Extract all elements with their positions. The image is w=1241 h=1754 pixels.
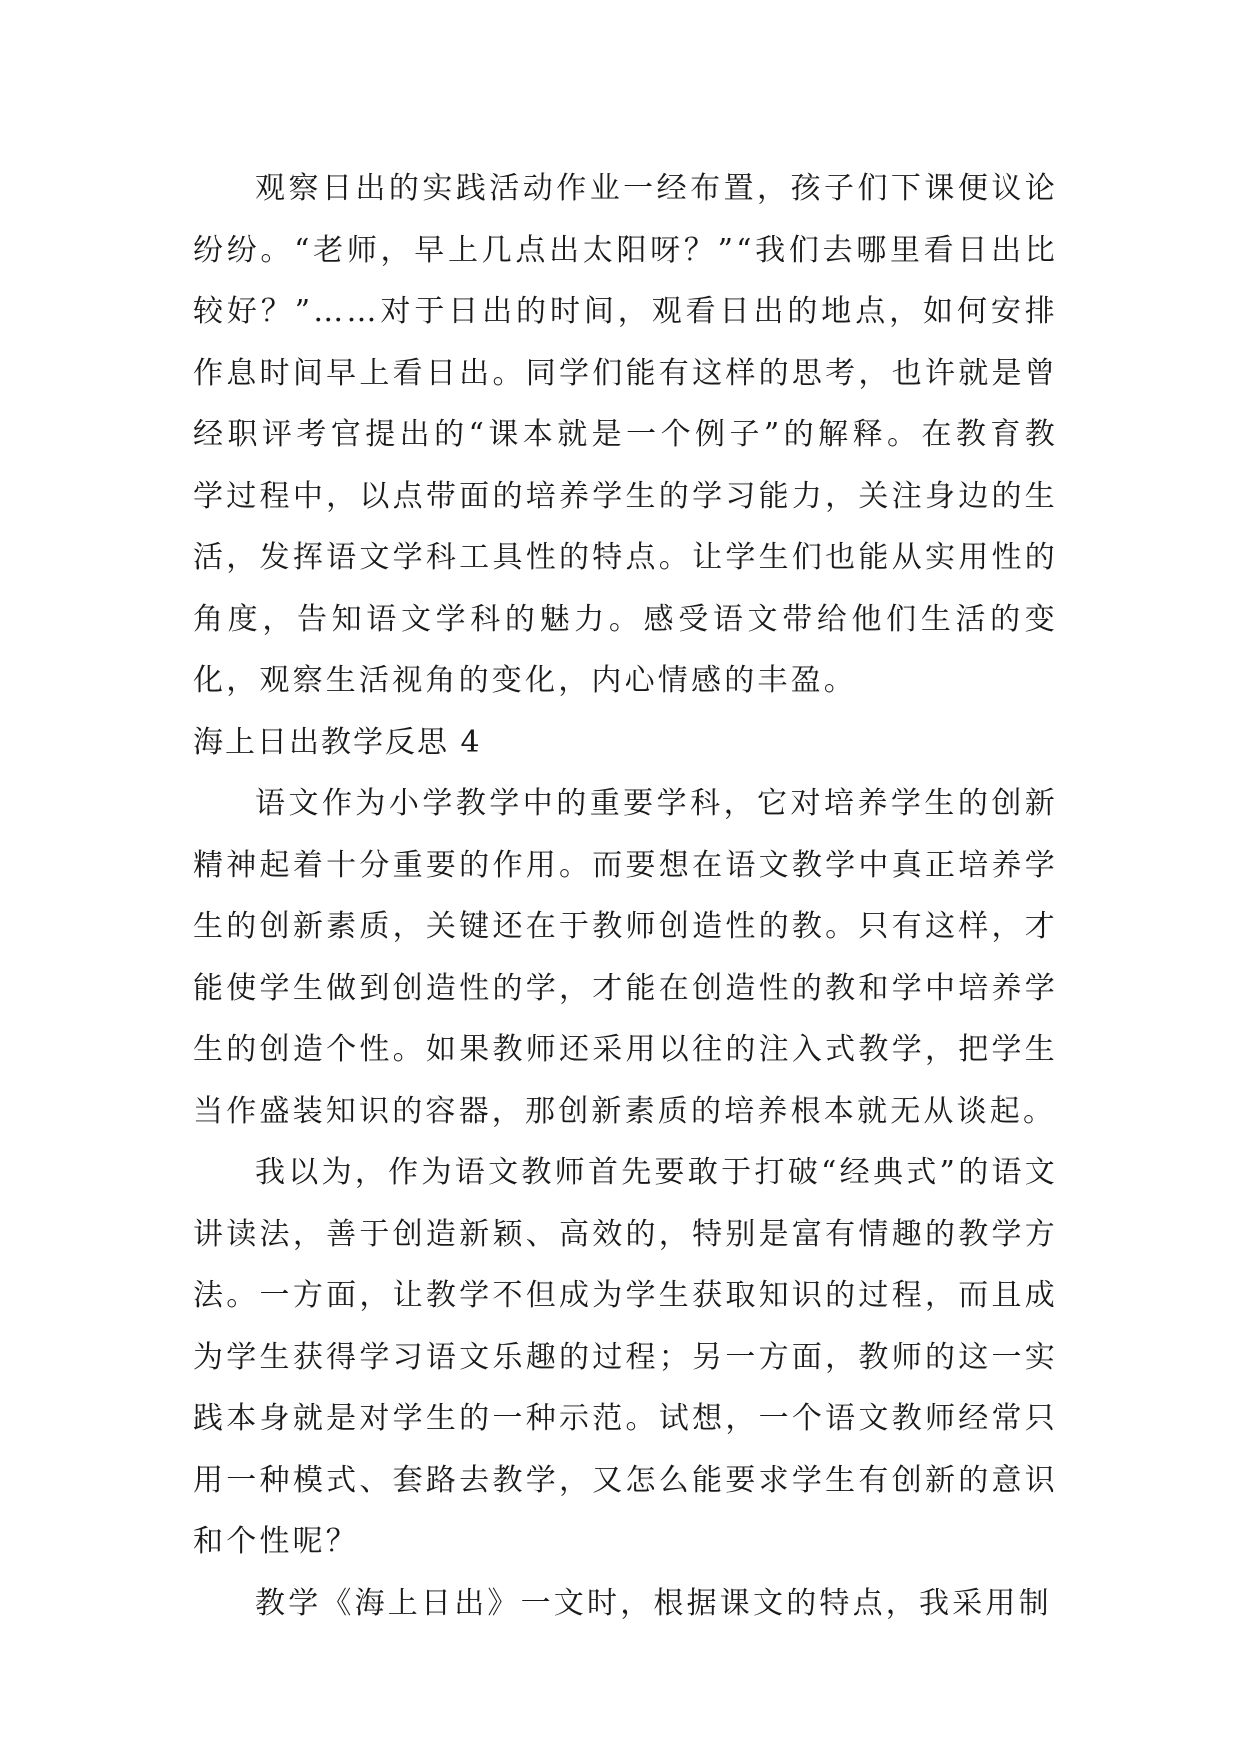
document-body	[193, 158, 1058, 1634]
paragraph-lesson-intro: 教学《海上日出》一文时，根据课文的特点，我采用制	[255, 1585, 1052, 1621]
paragraph-teaching-method: 我以为，作为语文教师首先要敢于打破“经典式”的语文讲读法，善于创造新颖、高效的，特别是富有情趣的教学方法。一方面，让教学不但成为学生获取知识的过程，而且成为学生获得学习语文乐趣的过程；另一方面，教师的这一实践本身就是对学生的一种示范。试想，一个语文教师经常只用一种模式、套路去教学，又怎么能要求学生有创新的意识和个性呢？	[193, 1155, 1058, 1559]
section-heading: 海上日出教学反思 4	[193, 724, 482, 760]
paragraph-chinese-subject: 语文作为小学教学中的重要学科，它对培养学生的创新精神起着十分重要的作用。而要想在语文教学中真正培养学生的创新素质，关键还在于教师创造性的教。只有这样，才能使学生做到创造性的学，才能在创造性的教和学中培养学生的创造个性。如果教师还采用以往的注入式教学，把学生当作盛装知识的容器，那创新素质的培养根本就无从谈起。	[193, 786, 1058, 1129]
paragraph-sunrise-activity: 观察日出的实践活动作业一经布置，孩子们下课便议论纷纷。“老师，早上几点出太阳呀？”“我们去哪里看日出比较好？”……对于日出的时间，观看日出的地点，如何安排作息时间早上看日出。同学们能有这样的思考，也许就是曾经职评考官提出的“课本就是一个例子”的解释。在教育教学过程中，以点带面的培养学生的学习能力，关注身边的生活，发挥语文学科工具性的特点。让学生们也能从实用性的角度，告知语文学科的魅力。感受语文带给他们生活的变化，观察生活视角的变化，内心情感的丰盈。	[193, 171, 1058, 698]
